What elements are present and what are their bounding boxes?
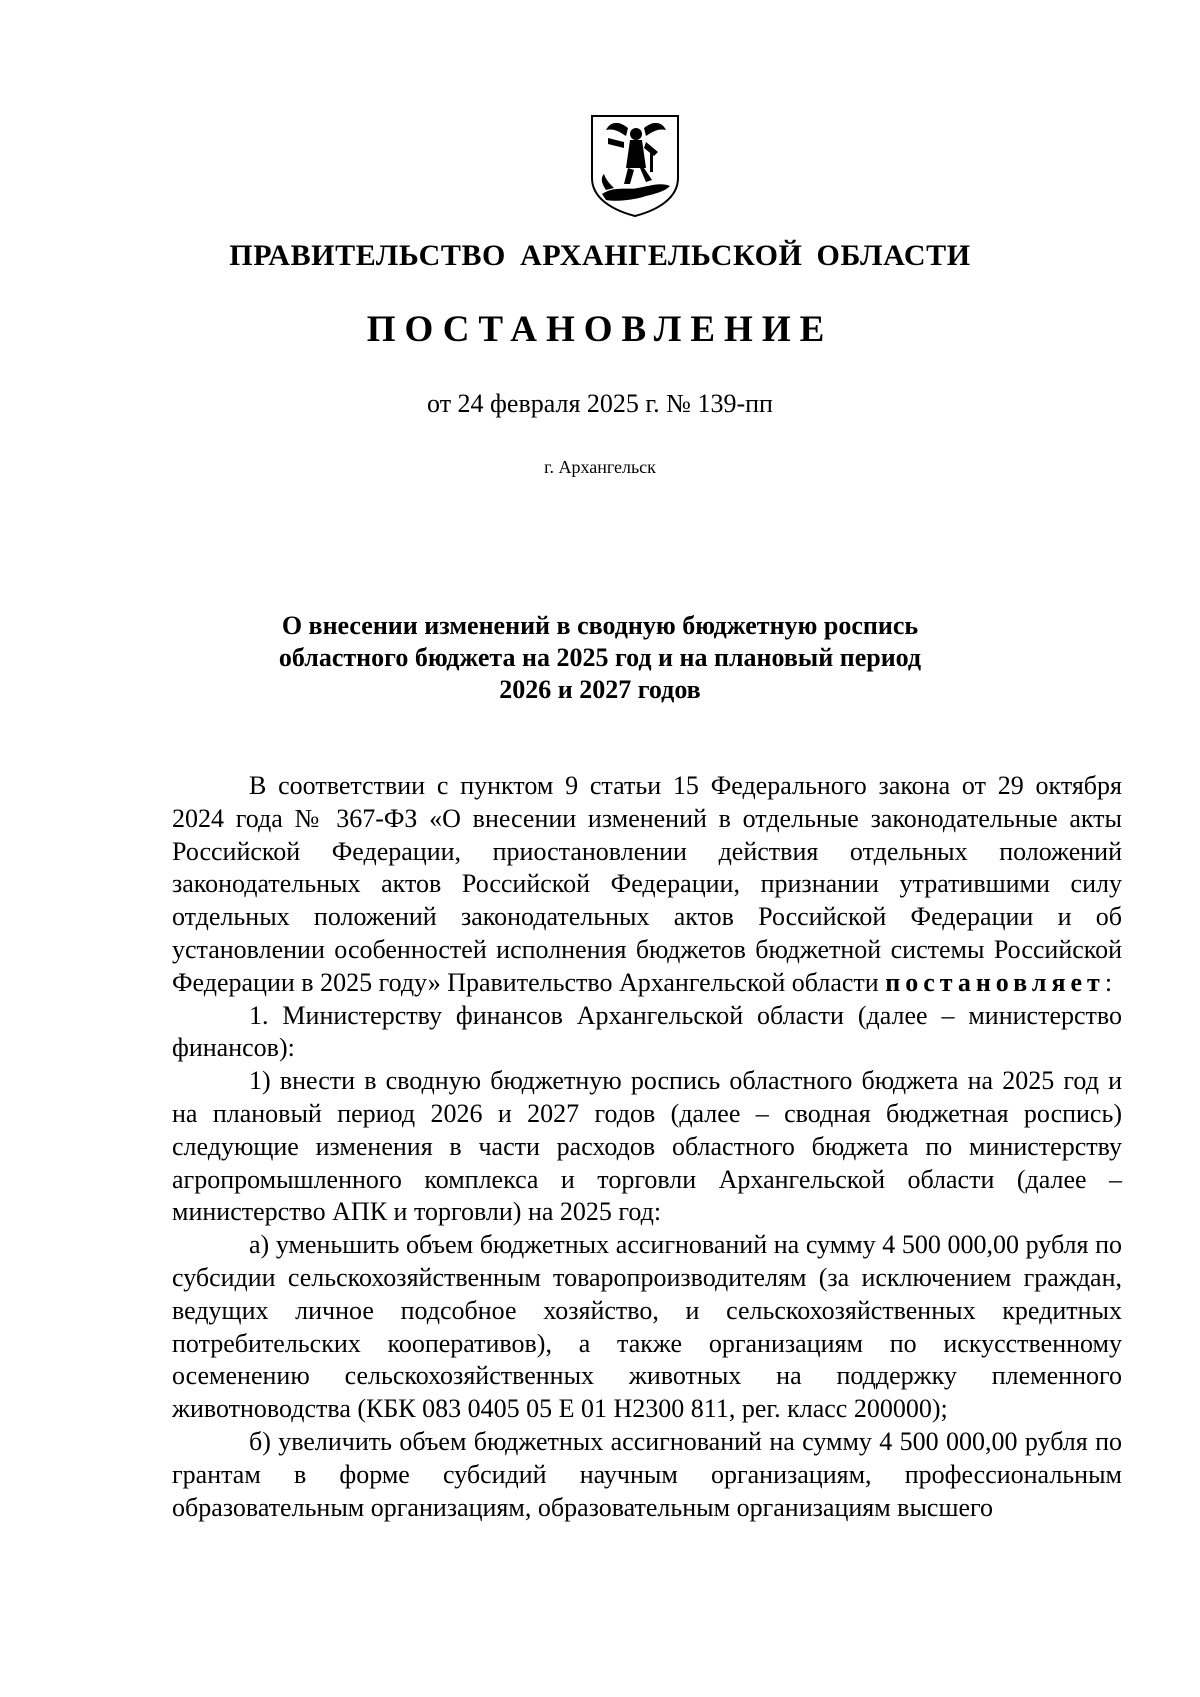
preamble-text: В соответствии с пунктом 9 статьи 15 Федерального закона от 29 октября 2024 года № 367-ФЗ «О внесении изменений в отдельные законодательные акты Российской Федерации, приостановлении действия отдельных положений законодательных актов Российской Федерации, признании утратившими силу отдельных положений законодательных актов Российской Федерации и об установлении особенностей исполнения бюджетов бюджетной системы Российской Федерации в 2025 году» Правительство Архангельской области bbox=[172, 771, 1122, 997]
paragraph-item-1: 1. Министерству финансов Архангельской области (далее – министерство финансов): bbox=[172, 1000, 1122, 1063]
document-title bbox=[250, 610, 950, 706]
preamble-colon: : bbox=[1104, 967, 1113, 997]
city: г. Архангельск bbox=[544, 457, 656, 477]
document-body bbox=[172, 770, 1122, 1524]
title-line: областного бюджета на 2025 год и на плановый период bbox=[278, 643, 922, 672]
title-line: О внесении изменений в сводную бюджетную роспись bbox=[281, 611, 919, 640]
date-and-number: от 24 февраля 2025 г. № 139-пп bbox=[427, 389, 773, 418]
coat-of-arms-emblem-icon bbox=[588, 112, 682, 218]
paragraph-subitem-a: а) уменьшить объем бюджетных ассигнований на сумму 4 500 000,00 рубля по субсидии сельскохозяйственным товаропроизводителям (за исключением граждан, ведущих личное подсобное хозяйство, и сельскохозяйственных кредитных потребительских кооперативов), а также организациям по искусственному осеменению сельскохозяйственных животных на поддержку племенного животноводства (КБК 083 0405 05 Е 01 Н2300 811, рег. класс 200000); bbox=[172, 1230, 1122, 1424]
resolves-word: постановляет bbox=[885, 967, 1105, 997]
government-name: ПРАВИТЕЛЬСТВО АРХАНГЕЛЬСКОЙ ОБЛАСТИ bbox=[229, 239, 971, 272]
document-type: ПОСТАНОВЛЕНИЕ bbox=[366, 309, 834, 350]
paragraph-preamble bbox=[172, 770, 1122, 1000]
paragraph-subitem-1: 1) внести в сводную бюджетную роспись областного бюджета на 2025 год и на плановый период 2026 и 2027 годов (далее – сводная бюджетная роспись) следующие изменения в части расходов областного бюджета по министерству агропромышленного комплекса и торговли Архангельской области (далее – министерство АПК и торговли) на 2025 год: bbox=[172, 1066, 1122, 1227]
title-line: 2026 и 2027 годов bbox=[499, 675, 701, 704]
paragraph-subitem-b: б) увеличить объем бюджетных ассигнований на сумму 4 500 000,00 рубля по грантам в форме субсидий научным организациям, профессиональным образовательным организациям, образовательным организациям высшего bbox=[172, 1426, 1122, 1522]
